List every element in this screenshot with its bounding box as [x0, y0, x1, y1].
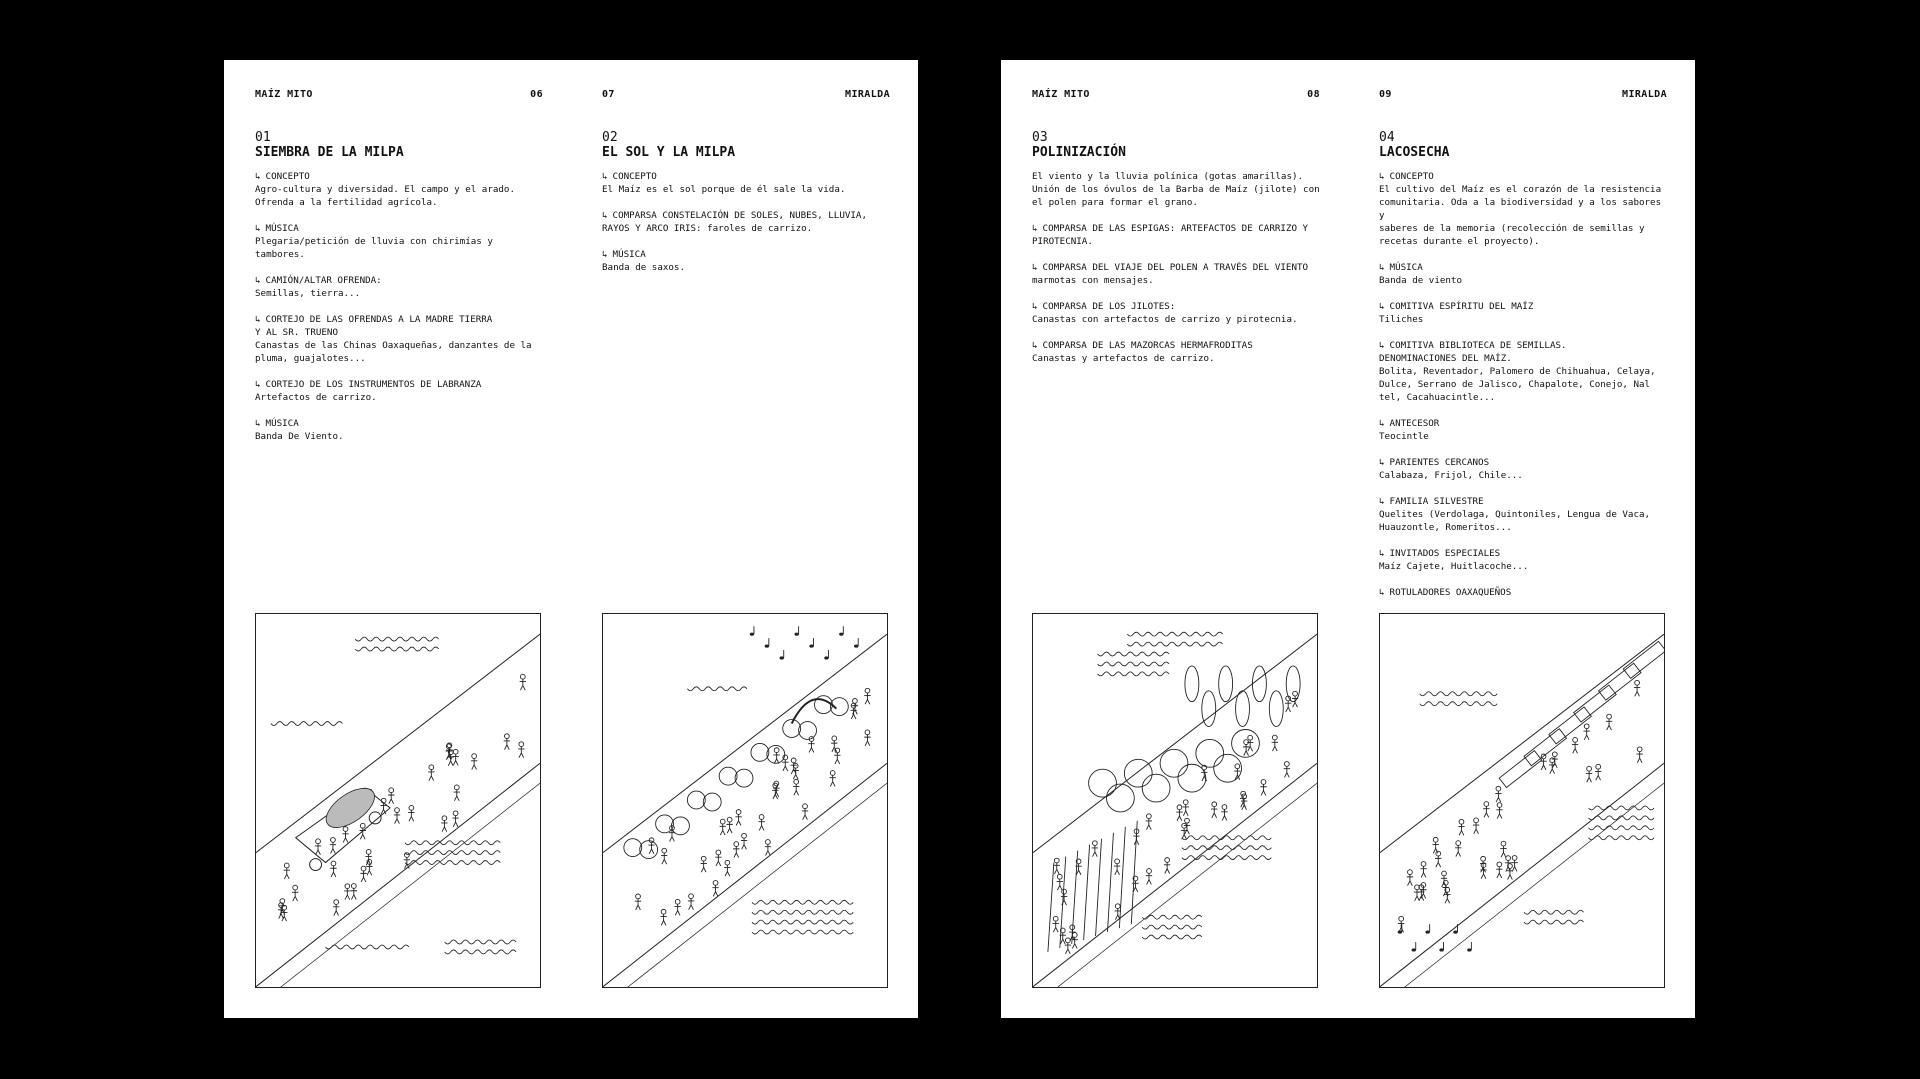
item-label [1032, 261, 1324, 274]
figure-sketch [1496, 862, 1502, 878]
figure-sketch [830, 771, 836, 787]
item-label [602, 248, 894, 261]
figure-sketch [802, 804, 808, 820]
item-text: El viento y la lluvia polínica (gotas amarillas). Unión de los óvulos de la Barba de Maíz (jilote) con el polen para formar el grano. [1032, 171, 1320, 208]
figure-sketch [700, 856, 706, 872]
figure-sketch [864, 730, 870, 746]
section-title-block [1379, 130, 1669, 160]
item-label-text: CONCEPTO [1389, 171, 1434, 182]
item-text: Calabaza, Frijol, Chile... [1379, 470, 1523, 481]
figure-sketch [292, 885, 298, 901]
item-text: Canastas con artefactos de carrizo y pirotecnia. [1032, 314, 1298, 325]
figure-sketch [1146, 869, 1152, 885]
figure-sketch [1420, 862, 1426, 878]
illustration-procession-sol [602, 613, 888, 988]
page-header [1379, 89, 1667, 103]
section-item [1379, 339, 1671, 404]
item-label-text: COMITIVA ESPÍRITU DEL MAÍZ [1389, 301, 1534, 312]
section-item [1379, 261, 1671, 287]
figure-sketch [1184, 818, 1190, 834]
arrow-return-icon: ↳ [1379, 301, 1385, 312]
item-label [1032, 300, 1324, 313]
item-text: Artefactos de carrizo. [255, 392, 377, 403]
item-text: Tiliches [1379, 314, 1424, 325]
item-label [1379, 261, 1671, 274]
figure-sketch [1483, 802, 1489, 818]
section-number: 02 [602, 130, 618, 145]
section-item [1379, 300, 1671, 326]
arrow-return-icon: ↳ [255, 171, 261, 182]
section-title: POLINIZACIÓN [1032, 145, 1126, 160]
music-note-icon [1425, 924, 1429, 934]
item-label-text: CAMIÓN/ALTAR OFRENDA: [265, 275, 382, 286]
item-text: Canastas y artefactos de carrizo. [1032, 353, 1215, 364]
procession-figures [635, 688, 871, 925]
figure-sketch [330, 838, 336, 854]
figure-sketch [452, 811, 458, 827]
section-item [602, 170, 894, 196]
figure-sketch [1092, 841, 1098, 857]
figure-sketch [1292, 691, 1298, 707]
handwritten-label [1127, 632, 1222, 646]
spread-1 [224, 60, 918, 1018]
figure-sketch [1221, 805, 1227, 821]
arrow-return-icon: ↳ [255, 275, 261, 286]
item-label [602, 170, 894, 183]
page-06 [224, 60, 571, 1018]
handwritten-label [1524, 910, 1584, 924]
section-item [1379, 586, 1671, 599]
figure-sketch [1473, 818, 1479, 834]
figure-sketch [773, 748, 779, 764]
item-label-text: ANTECESOR [1389, 418, 1440, 429]
arrow-return-icon: ↳ [602, 171, 608, 182]
figure-sketch [1507, 864, 1513, 880]
arrow-return-icon: ↳ [1379, 457, 1385, 468]
page-header [1032, 89, 1320, 103]
figure-sketch [1243, 740, 1249, 756]
figure-sketch [428, 765, 434, 781]
music-note-icon [794, 626, 798, 636]
figure-sketch [831, 736, 837, 752]
section-item [1032, 300, 1324, 326]
item-label [255, 170, 547, 183]
handwritten-label [445, 940, 516, 954]
section-item [1032, 339, 1324, 365]
arrow-return-icon: ↳ [1379, 171, 1385, 182]
section-item [255, 378, 547, 404]
item-label-text: MÚSICA [1389, 262, 1423, 273]
music-note-icon [1412, 942, 1416, 952]
item-label-text: ROTULADORES OAXAQUEÑOS [1389, 587, 1512, 598]
section-item [602, 209, 894, 235]
item-label [255, 274, 547, 287]
figure-sketch [660, 909, 666, 925]
publication-name: MIRALDA [1622, 89, 1667, 100]
figure-sketch [1285, 696, 1291, 712]
item-text: El Maíz es el sol porque de él sale la vida. [602, 184, 846, 195]
street-outline [1380, 634, 1664, 987]
item-label-text: COMITIVA BIBLIOTECA DE SEMILLAS. DENOMINACIONES DEL MAÍZ. [1379, 340, 1567, 364]
figure-sketch [1495, 786, 1501, 802]
section-title: SIEMBRA DE LA MILPA [255, 145, 404, 160]
music-note-icon [854, 638, 858, 648]
figure-sketch [674, 899, 680, 915]
item-label-text: COMPARSA CONSTELACIÓN DE SOLES, NUBES, LLUVIA, RAYOS Y ARCO IRIS: faroles de carrizo. [602, 210, 867, 234]
figure-sketch [1595, 764, 1601, 780]
page-09 [1348, 60, 1695, 1018]
section-number: 01 [255, 130, 271, 145]
page-number: 08 [1307, 89, 1320, 100]
item-text: Semillas, tierra... [255, 288, 361, 299]
item-label [602, 209, 894, 235]
section-title-block [1032, 130, 1322, 160]
handwritten-label [405, 841, 500, 865]
arrow-return-icon: ↳ [255, 314, 261, 325]
arrow-return-icon: ↳ [602, 210, 608, 221]
item-label [1379, 339, 1671, 365]
figure-sketch [504, 734, 510, 750]
item-label-text: MÚSICA [265, 223, 299, 234]
figure-sketch [720, 819, 726, 835]
item-text: Agro-cultura y diversidad. El campo y el arado. Ofrenda a la fertilidad agrícola. [255, 184, 515, 208]
section-item [1032, 261, 1324, 287]
handwritten-label [752, 900, 853, 934]
section-item [1379, 417, 1671, 443]
publication-name: MAÍZ MITO [255, 89, 313, 100]
illustration-procession-siembra [255, 613, 541, 988]
item-label [255, 313, 547, 339]
arrow-return-icon: ↳ [1379, 587, 1385, 598]
item-label-text: CONCEPTO [265, 171, 310, 182]
item-label-text: MÚSICA [265, 418, 299, 429]
item-label [1379, 456, 1671, 469]
page-number: 07 [602, 89, 615, 100]
spread-2 [1001, 60, 1695, 1018]
figure-sketch [1054, 858, 1060, 874]
figure-sketch [1572, 737, 1578, 753]
figure-sketch [1061, 889, 1067, 905]
handwritten-label [1142, 915, 1202, 939]
figure-sketch [635, 894, 641, 910]
item-label [1379, 547, 1671, 560]
corn-cob-sketch [1185, 666, 1300, 727]
figure-sketch [1435, 851, 1441, 867]
item-text: Bolita, Reventador, Palomero de Chihuahua, Celaya, Dulce, Serrano de Jalisco, Chapalote, Conejo, Nal tel, Cacahuacintle... [1379, 366, 1656, 403]
figure-sketch [741, 833, 747, 849]
item-label [1032, 222, 1324, 248]
figure-sketch [1201, 765, 1207, 781]
section-item [1032, 170, 1324, 209]
handwritten-label [355, 637, 438, 651]
arrow-return-icon: ↳ [1379, 262, 1385, 273]
figure-sketch [351, 884, 357, 900]
figure-sketch [278, 903, 284, 919]
item-label-text: INVITADOS ESPECIALES [1389, 548, 1501, 559]
item-text: Banda de saxos. [602, 262, 685, 273]
figure-sketch [1284, 762, 1290, 778]
figure-sketch [852, 698, 858, 714]
figure-sketch [735, 810, 741, 826]
balloon-sketch [1089, 730, 1260, 812]
figure-sketch [1634, 680, 1640, 696]
figure-sketch [471, 754, 477, 770]
figure-sketch [1260, 780, 1266, 796]
item-label-text: CORTEJO DE LAS OFRENDAS A LA MADRE TIERRA Y AL SR. TRUENO [255, 314, 493, 338]
figure-sketch [518, 742, 524, 758]
page-header [255, 89, 543, 103]
figure-sketch [724, 860, 730, 876]
page-header [602, 89, 890, 103]
figure-sketch [330, 861, 336, 877]
figure-sketch [1500, 841, 1506, 857]
figure-sketch [726, 817, 732, 833]
figure-sketch [315, 839, 321, 855]
figure-sketch [661, 848, 667, 864]
arrow-return-icon: ↳ [255, 418, 261, 429]
item-label [1032, 339, 1324, 352]
figure-sketch [1057, 874, 1063, 890]
procession-figures [278, 674, 526, 921]
truck-sketch [296, 781, 390, 871]
section-item [255, 274, 547, 300]
figure-sketch [1511, 856, 1517, 872]
item-label [1379, 170, 1671, 183]
figure-sketch [342, 827, 348, 843]
section-list [1032, 170, 1324, 378]
item-text: Plegaria/petición de lluvia con chirimías y tambores. [255, 236, 493, 260]
figure-sketch [864, 688, 870, 704]
section-title: EL SOL Y LA MILPA [602, 145, 736, 160]
arrow-return-icon: ↳ [255, 379, 261, 390]
handwritten-label [1182, 836, 1271, 860]
figure-sketch [765, 840, 771, 856]
section-item [1379, 170, 1671, 248]
figure-sketch [360, 866, 366, 882]
item-label [1379, 495, 1671, 508]
illustration-procession-polinizacion [1032, 613, 1318, 988]
handwritten-label [1420, 692, 1497, 706]
arrow-return-icon: ↳ [1379, 340, 1385, 351]
figure-sketch [648, 838, 654, 854]
music-note-icon [1467, 942, 1471, 952]
section-item [255, 417, 547, 443]
figure-sketch [388, 788, 394, 804]
arrow-return-icon: ↳ [1379, 418, 1385, 429]
music-note-icon [765, 638, 769, 648]
item-label-text: COMPARSA DE LOS JILOTES: [1042, 301, 1176, 312]
handwritten-label [687, 687, 747, 691]
item-label-text: COMPARSA DEL VIAJE DEL POLEN A TRAVÉS DEL VIENTO [1042, 262, 1309, 273]
item-label [255, 378, 547, 391]
arrow-return-icon: ↳ [1032, 223, 1038, 234]
item-label [1379, 586, 1671, 599]
figure-sketch [782, 755, 788, 771]
figure-sketch [1183, 800, 1189, 816]
item-label [1379, 300, 1671, 313]
music-note-icon [750, 626, 754, 636]
figure-sketch [1211, 802, 1217, 818]
item-label-text: CONCEPTO [612, 171, 657, 182]
figure-sketch [441, 816, 447, 832]
figure-sketch [1053, 916, 1059, 932]
arrow-return-icon: ↳ [602, 249, 608, 260]
arrow-return-icon: ↳ [1032, 301, 1038, 312]
music-note-icon [839, 626, 843, 636]
section-item [255, 313, 547, 365]
figure-sketch [520, 674, 526, 690]
figure-sketch [688, 894, 694, 910]
figure-sketch [1234, 764, 1240, 780]
page-08 [1001, 60, 1348, 1018]
section-title-block [255, 130, 545, 160]
figure-sketch [1398, 916, 1404, 932]
figure-sketch [1146, 814, 1152, 830]
figure-sketch [1584, 724, 1590, 740]
figure-sketch [1586, 766, 1592, 782]
item-label-text: FAMILIA SILVESTRE [1389, 496, 1484, 507]
figure-sketch [408, 805, 414, 821]
item-label-text: CORTEJO DE LOS INSTRUMENTOS DE LABRANZA [265, 379, 482, 390]
section-item [1379, 547, 1671, 573]
section-list [602, 170, 894, 287]
figure-sketch [1241, 794, 1247, 810]
section-item [1379, 495, 1671, 534]
item-label [255, 417, 547, 430]
item-label-text: PARIENTES CERCANOS [1389, 457, 1490, 468]
section-item [602, 248, 894, 274]
item-text: marmotas con mensajes. [1032, 275, 1154, 286]
figure-sketch [1065, 938, 1071, 954]
figure-sketch [1164, 858, 1170, 874]
figure-sketch [1606, 714, 1612, 730]
music-note-icon [1439, 942, 1443, 952]
figure-sketch [793, 779, 799, 795]
arrow-return-icon: ↳ [1379, 496, 1385, 507]
item-label-text: MÚSICA [612, 249, 646, 260]
item-text: Canastas de las Chinas Oaxaqueñas, danzantes de la pluma, guajalotes... [255, 340, 532, 364]
section-number: 03 [1032, 130, 1048, 145]
item-label [1379, 417, 1671, 430]
street-outline [256, 634, 540, 987]
section-item [255, 222, 547, 261]
arrow-return-icon: ↳ [255, 223, 261, 234]
figure-sketch [1272, 735, 1278, 751]
figure-sketch [394, 808, 400, 824]
item-text: El cultivo del Maíz es el corazón de la resistencia comunitaria. Oda a la biodiversidad y a los sabores y saberes de la memoria (recolección de semillas y recetas durante el proyecto). [1379, 184, 1662, 247]
section-item [1032, 222, 1324, 248]
section-list [255, 170, 547, 456]
banner-sketch [1499, 641, 1664, 787]
figure-sketch [1458, 819, 1464, 835]
arrow-return-icon: ↳ [1032, 262, 1038, 273]
figure-sketch [284, 863, 290, 879]
item-label-text: COMPARSA DE LAS ESPIGAS: ARTEFACTOS DE CARRIZO Y PIROTECNIA. [1032, 223, 1309, 247]
handwritten-label [271, 722, 342, 726]
figure-sketch [758, 815, 764, 831]
lantern-sketch [624, 696, 848, 859]
music-note-icon [780, 650, 784, 660]
figure-sketch [1444, 887, 1450, 903]
section-title-block [602, 130, 892, 160]
item-text: Banda De Viento. [255, 431, 344, 442]
page-number: 06 [530, 89, 543, 100]
handwritten-label [1098, 652, 1169, 676]
figure-sketch [1455, 841, 1461, 857]
street-outline [1033, 634, 1317, 987]
figure-sketch [365, 849, 371, 865]
item-text: Teocintle [1379, 431, 1429, 442]
item-label [255, 222, 547, 235]
illustration-procession-cosecha [1379, 613, 1665, 988]
section-title: LACOSECHA [1379, 145, 1450, 160]
item-text: Maíz Cajete, Huitlacoche... [1379, 561, 1529, 572]
figure-sketch [1636, 747, 1642, 763]
figure-sketch [1496, 803, 1502, 819]
procession-figures [1398, 680, 1643, 932]
music-note-icon [809, 638, 813, 648]
figure-sketch [1240, 791, 1246, 807]
figure-sketch [1407, 870, 1413, 886]
publication-name: MAÍZ MITO [1032, 89, 1090, 100]
item-label-text: COMPARSA DE LAS MAZORCAS HERMAFRODITAS [1042, 340, 1253, 351]
figure-sketch [1114, 859, 1120, 875]
procession-figures [1053, 691, 1299, 954]
figure-sketch [715, 850, 721, 866]
figure-sketch [454, 785, 460, 801]
item-text: Quelites (Verdolaga, Quintoniles, Lengua de Vaca, Huauzontle, Romeritos... [1379, 509, 1651, 533]
handwritten-label [326, 945, 409, 949]
arrow-return-icon: ↳ [1032, 340, 1038, 351]
section-list [1379, 170, 1671, 612]
section-item [255, 170, 547, 209]
figure-sketch [733, 842, 739, 858]
publication-name: MIRALDA [845, 89, 890, 100]
figure-sketch [333, 900, 339, 916]
figure-sketch [834, 748, 840, 764]
figure-sketch [1176, 805, 1182, 821]
arrow-return-icon: ↳ [1379, 548, 1385, 559]
music-note-icon [824, 650, 828, 660]
page-number: 09 [1379, 89, 1392, 100]
figure-sketch [712, 881, 718, 897]
section-item [1379, 456, 1671, 482]
page-07 [571, 60, 918, 1018]
item-text: Banda de viento [1379, 275, 1462, 286]
figure-sketch [344, 884, 350, 900]
section-number: 04 [1379, 130, 1395, 145]
